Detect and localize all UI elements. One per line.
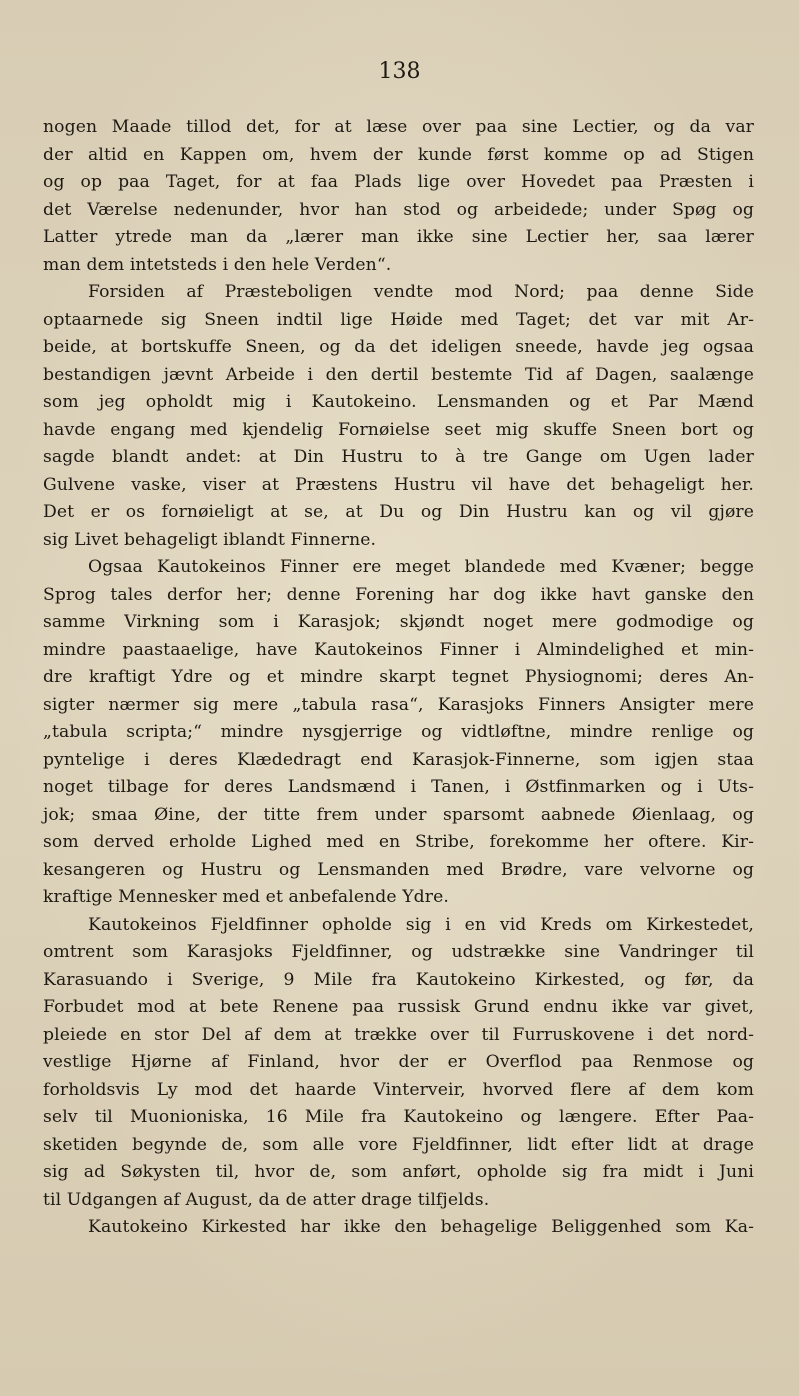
text-line: Forsiden af Præsteboligen vendte mod Nord; paa denne Side xyxy=(88,282,754,302)
text-line: beide, at bortskuffe Sneen, og da det ideligen sneede, havde jeg ogsaa xyxy=(43,337,754,357)
text-line: omtrent som Karasjoks Fjeldfinner, og udstrække sine Vandringer til xyxy=(43,942,754,962)
text-line: Kautokeinos Fjeldfinner opholde sig i en vid Kreds om Kirkestedet, xyxy=(88,914,754,935)
text-line: pleiede en stor Del af dem at trække over til Furruskovene i det nord- xyxy=(43,1024,754,1045)
text-line: der altid en Kappen om, hvem der kunde først komme op ad Stigen xyxy=(43,144,754,165)
text-line: forholdsvis Ly mod det haarde Vinterveir, hvorved flere af dem kom xyxy=(43,1079,754,1100)
text-line: selv til Muonioniska, 16 Mile fra Kautokeino og længere. Efter Paa- xyxy=(43,1107,754,1127)
text-line: Forbudet mod at bete Renene paa russisk Grund endnu ikke var givet, xyxy=(43,997,754,1017)
text-line: sigter nærmer sig mere „tabula rasa“, Karasjoks Finners Ansigter mere xyxy=(43,694,754,715)
text-line: Karasuando i Sverige, 9 Mile fra Kautokeino Kirkested, og før, da xyxy=(43,969,754,990)
text-line: jok; smaa Øine, der titte frem under sparsomt aabnede Øienlaag, og xyxy=(43,804,754,825)
text-line: Ogsaa Kautokeinos Finner ere meget blandede med Kvæner; begge xyxy=(88,557,754,577)
text-line: samme Virkning som i Karasjok; skjøndt noget mere godmodige og xyxy=(43,612,754,632)
text-line: man dem intetsteds i den hele Verden“. xyxy=(43,254,392,275)
text-line: Sprog tales derfor her; denne Forening har dog ikke havt ganske den xyxy=(43,584,754,605)
text-line: vestlige Hjørne af Finland, hvor der er Overflod paa Renmose og xyxy=(43,1052,754,1072)
text-line: det Værelse nedenunder, hvor han stod og arbeidede; under Spøg og xyxy=(43,199,754,220)
text-line: „tabula scripta;“ mindre nysgjerrige og vidtløftne, mindre renlige og xyxy=(43,722,754,742)
text-line: kesangeren og Hustru og Lensmanden med Brødre, vare velvorne og xyxy=(43,859,754,880)
text-line: Latter ytrede man da „lærer man ikke sine Lectier her, saa lærer xyxy=(43,227,754,247)
text-line: Gulvene vaske, viser at Præstens Hustru vil have det behageligt her. xyxy=(43,474,754,495)
text-line: sketiden begynde de, som alle vore Fjeldfinner, lidt efter lidt at drage xyxy=(43,1134,754,1155)
text-line: noget tilbage for deres Landsmænd i Tanen, i Østfinmarken og i Uts- xyxy=(43,777,754,797)
text-line: og op paa Taget, for at faa Plads lige over Hovedet paa Præsten i xyxy=(43,172,754,192)
text-line: mindre paastaaelige, have Kautokeinos Finner i Almindelighed et min- xyxy=(43,639,754,660)
text-line: bestandigen jævnt Arbeide i den dertil bestemte Tid af Dagen, saalænge xyxy=(43,364,754,385)
text-line: kraftige Mennesker med et anbefalende Ydre. xyxy=(43,887,449,907)
page-number: 138 xyxy=(378,59,421,84)
text-line: til Udgangen af August, da de atter drage tilfjelds. xyxy=(43,1189,490,1210)
text-line: sagde blandt andet: at Din Hustru to à tre Gange om Ugen lader xyxy=(43,447,754,467)
text-line: Kautokeino Kirkested har ikke den behagelige Beliggenhed som Ka- xyxy=(88,1217,754,1237)
body-text xyxy=(43,114,754,1242)
text-line: nogen Maade tillod det, for at læse over paa sine Lectier, og da var xyxy=(43,117,754,137)
text-line: Det er os fornøieligt at se, at Du og Din Hustru kan og vil gjøre xyxy=(43,502,754,522)
text-line: sig Livet behageligt iblandt Finnerne. xyxy=(43,529,377,550)
text-line: som jeg opholdt mig i Kautokeino. Lensmanden og et Par Mænd xyxy=(43,392,754,412)
text-line: dre kraftigt Ydre og et mindre skarpt tegnet Physiognomi; deres An- xyxy=(43,667,754,687)
text-line: pyntelige i deres Klædedragt end Karasjok-Finnerne, som igjen staa xyxy=(43,749,754,770)
text-line: som derved erholde Lighed med en Stribe, forekomme her oftere. Kir- xyxy=(43,832,754,852)
text-line: havde engang med kjendelig Fornøielse seet mig skuffe Sneen bort og xyxy=(43,419,754,440)
text-line: optaarnede sig Sneen indtil lige Høide med Taget; det var mit Ar- xyxy=(43,309,754,330)
text-line: sig ad Søkysten til, hvor de, som anført, opholde sig fra midt i Juni xyxy=(43,1162,754,1182)
